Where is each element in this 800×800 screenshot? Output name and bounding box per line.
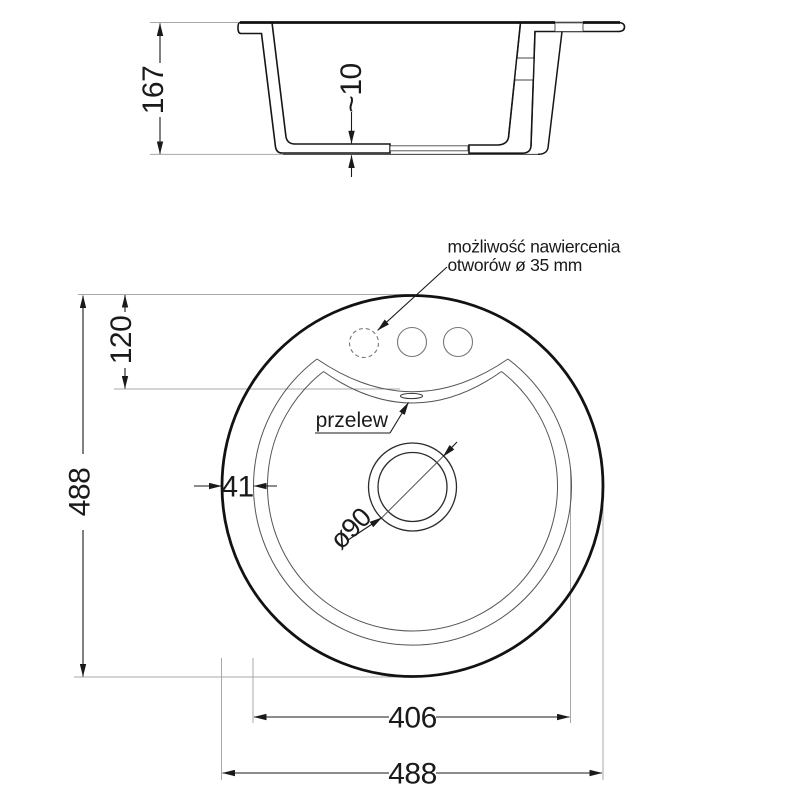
basin-rim-inner-arc — [268, 372, 558, 631]
dimension-120-label: 120 — [105, 315, 138, 365]
overflow-leader-arrow — [390, 403, 409, 434]
dimension-10-label: ~10 — [335, 63, 368, 113]
drill-note-line2: otworów ø 35 mm — [447, 255, 583, 275]
plan-view — [64, 237, 621, 791]
section-outer-shell-line — [538, 32, 562, 155]
dimension-41 — [194, 471, 277, 504]
overflow-callout — [315, 403, 409, 434]
basin-rim-outer-arc — [254, 359, 572, 645]
deck-edge-upper-curve — [317, 359, 508, 392]
section-right-wall-cut — [469, 23, 625, 154]
dimension-drain — [324, 442, 457, 555]
section-overflow-hole — [515, 59, 534, 80]
section-inner-wall-faces — [509, 23, 536, 147]
dimension-488-horizontal — [223, 758, 603, 791]
dimension-406-label: 406 — [388, 701, 437, 735]
cross-section-view — [137, 23, 625, 178]
drain-diameter-label: ø90 — [323, 501, 378, 556]
dimension-488-vertical-label: 488 — [63, 467, 97, 517]
dimension-10 — [335, 63, 368, 177]
dimension-41-label: 41 — [221, 470, 254, 504]
dimension-488-horizontal-label: 488 — [388, 757, 437, 791]
drill-note-leader-arrow — [378, 267, 447, 330]
tap-hole-right — [444, 328, 473, 357]
dimension-488-vertical — [64, 296, 97, 677]
dimension-167 — [137, 23, 170, 154]
overflow-label: przelew — [315, 409, 388, 432]
section-drain-recess-plate — [390, 146, 468, 151]
drain-diameter-line — [381, 456, 443, 518]
tap-hole-middle — [398, 328, 427, 357]
overflow-slot — [401, 393, 423, 398]
dimension-167-label: 167 — [137, 65, 170, 115]
outer-rim-circle — [222, 296, 603, 677]
dimension-120 — [105, 295, 138, 388]
dimension-406 — [254, 702, 570, 735]
drill-note-line1: możliwość nawiercenia — [447, 236, 621, 257]
section-faucet-hole — [555, 23, 583, 31]
drillable-hole-dashed — [350, 329, 379, 358]
